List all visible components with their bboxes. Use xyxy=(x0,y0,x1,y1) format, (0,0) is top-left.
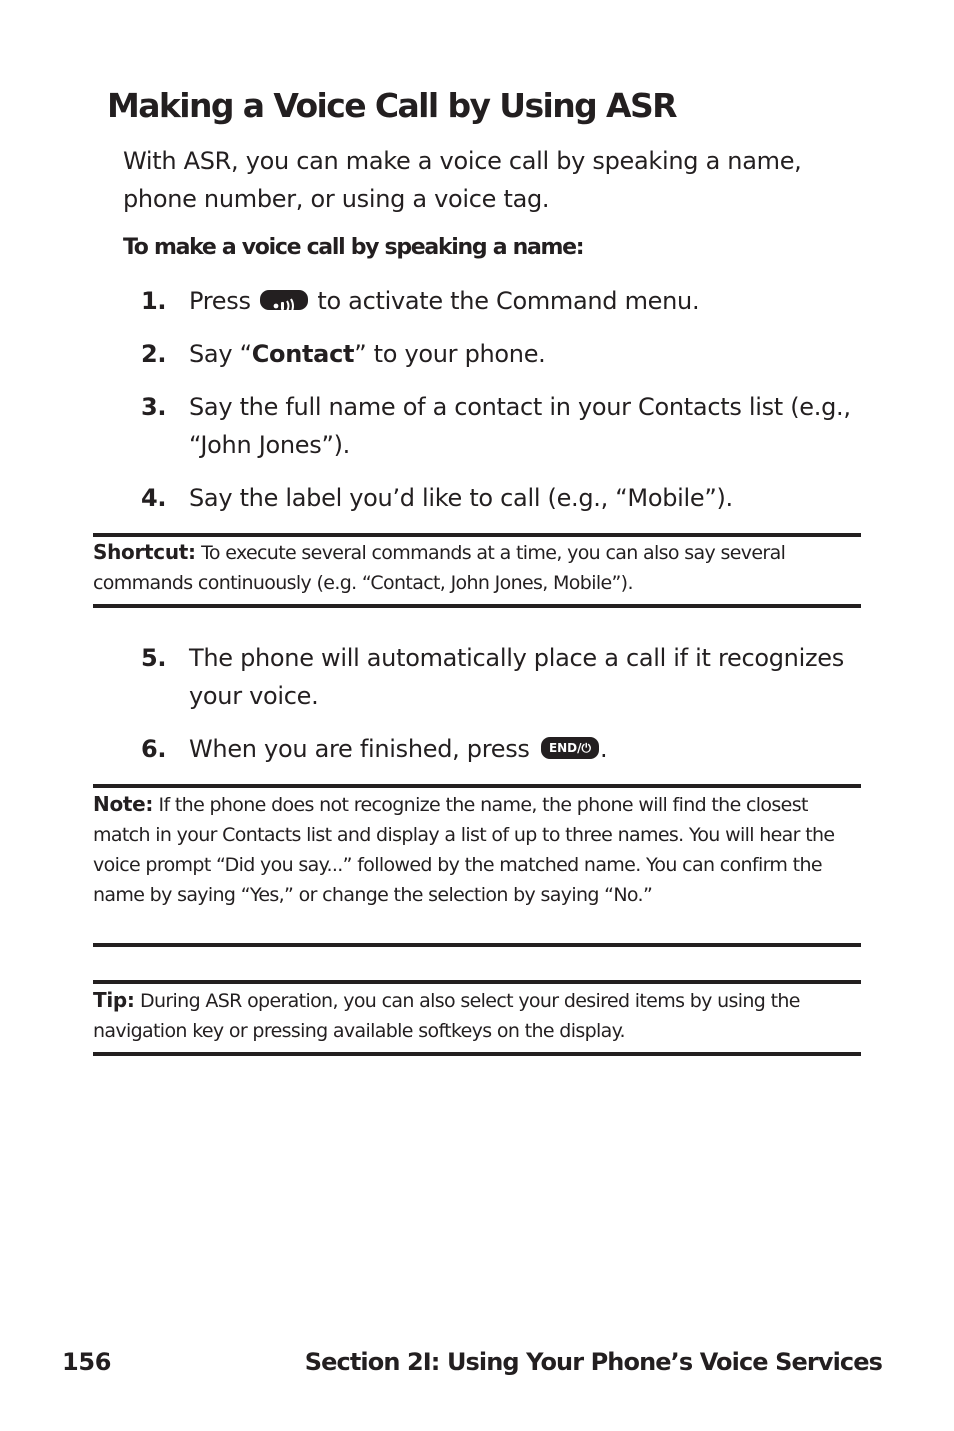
shortcut-bottom-rule xyxy=(93,604,861,608)
note-top-rule xyxy=(93,784,861,788)
step-text-after: . xyxy=(599,735,608,763)
step-number: 1. xyxy=(141,287,167,315)
intro-paragraph: With ASR, you can make a voice call by speaking a name, phone number, or using a voice tag. xyxy=(123,147,802,213)
tip-box xyxy=(93,985,863,1046)
tip-top-rule xyxy=(93,980,861,984)
shortcut-label: Shortcut: xyxy=(93,540,196,564)
tip-text: During ASR operation, you can also select your desired items by using the navigation key or pressing available softkeys on the display. xyxy=(93,990,800,1042)
step-text: Say the label you’d like to call (e.g., “Mobile”). xyxy=(189,484,733,512)
page-title: Making a Voice Call by Using ASR xyxy=(107,86,676,125)
step-text: Say the full name of a contact in your Contacts list (e.g., “John Jones”). xyxy=(189,393,851,459)
step-number: 2. xyxy=(141,340,167,368)
end-key-icon: END/⏻ xyxy=(541,737,599,759)
shortcut-text: To execute several commands at a time, you can also say several commands continuously (e.g. “Contact, John Jones, Mobile”). xyxy=(93,542,786,594)
step-text-after: to activate the Command menu. xyxy=(317,287,700,315)
page-number: 156 xyxy=(62,1348,112,1376)
tip-bottom-rule xyxy=(93,1052,861,1056)
procedure-heading: To make a voice call by speaking a name: xyxy=(123,235,584,260)
step-text-after: ” to your phone. xyxy=(354,340,546,368)
step-text xyxy=(189,283,859,321)
tip-label: Tip: xyxy=(93,988,135,1012)
step-text-before: Press xyxy=(189,287,251,315)
step-text xyxy=(189,336,859,374)
note-text: If the phone does not recognize the name, the phone will find the closest match in your Contacts list and display a list of up to three names. You will hear the voice prompt “Did you say...” followed by the matched name. You can confirm the name by saying “Yes,” or change the selection by saying “No.” xyxy=(93,794,835,906)
command-word: Contact xyxy=(251,340,355,368)
step-number: 4. xyxy=(141,484,167,512)
step-text xyxy=(189,731,859,769)
step-number: 6. xyxy=(141,735,167,763)
note-label: Note: xyxy=(93,792,154,816)
step-number: 5. xyxy=(141,644,167,672)
step-text-before: Say “ xyxy=(189,340,252,368)
note-bottom-rule xyxy=(93,943,861,947)
shortcut-box xyxy=(93,537,863,598)
step-text: The phone will automatically place a call if it recognizes your voice. xyxy=(189,644,844,710)
section-title: Section 2I: Using Your Phone’s Voice Services xyxy=(304,1348,882,1376)
step-text-before: When you are finished, press xyxy=(189,735,530,763)
step-number: 3. xyxy=(141,393,167,421)
note-box xyxy=(93,789,863,910)
talk-key-icon xyxy=(260,290,308,310)
